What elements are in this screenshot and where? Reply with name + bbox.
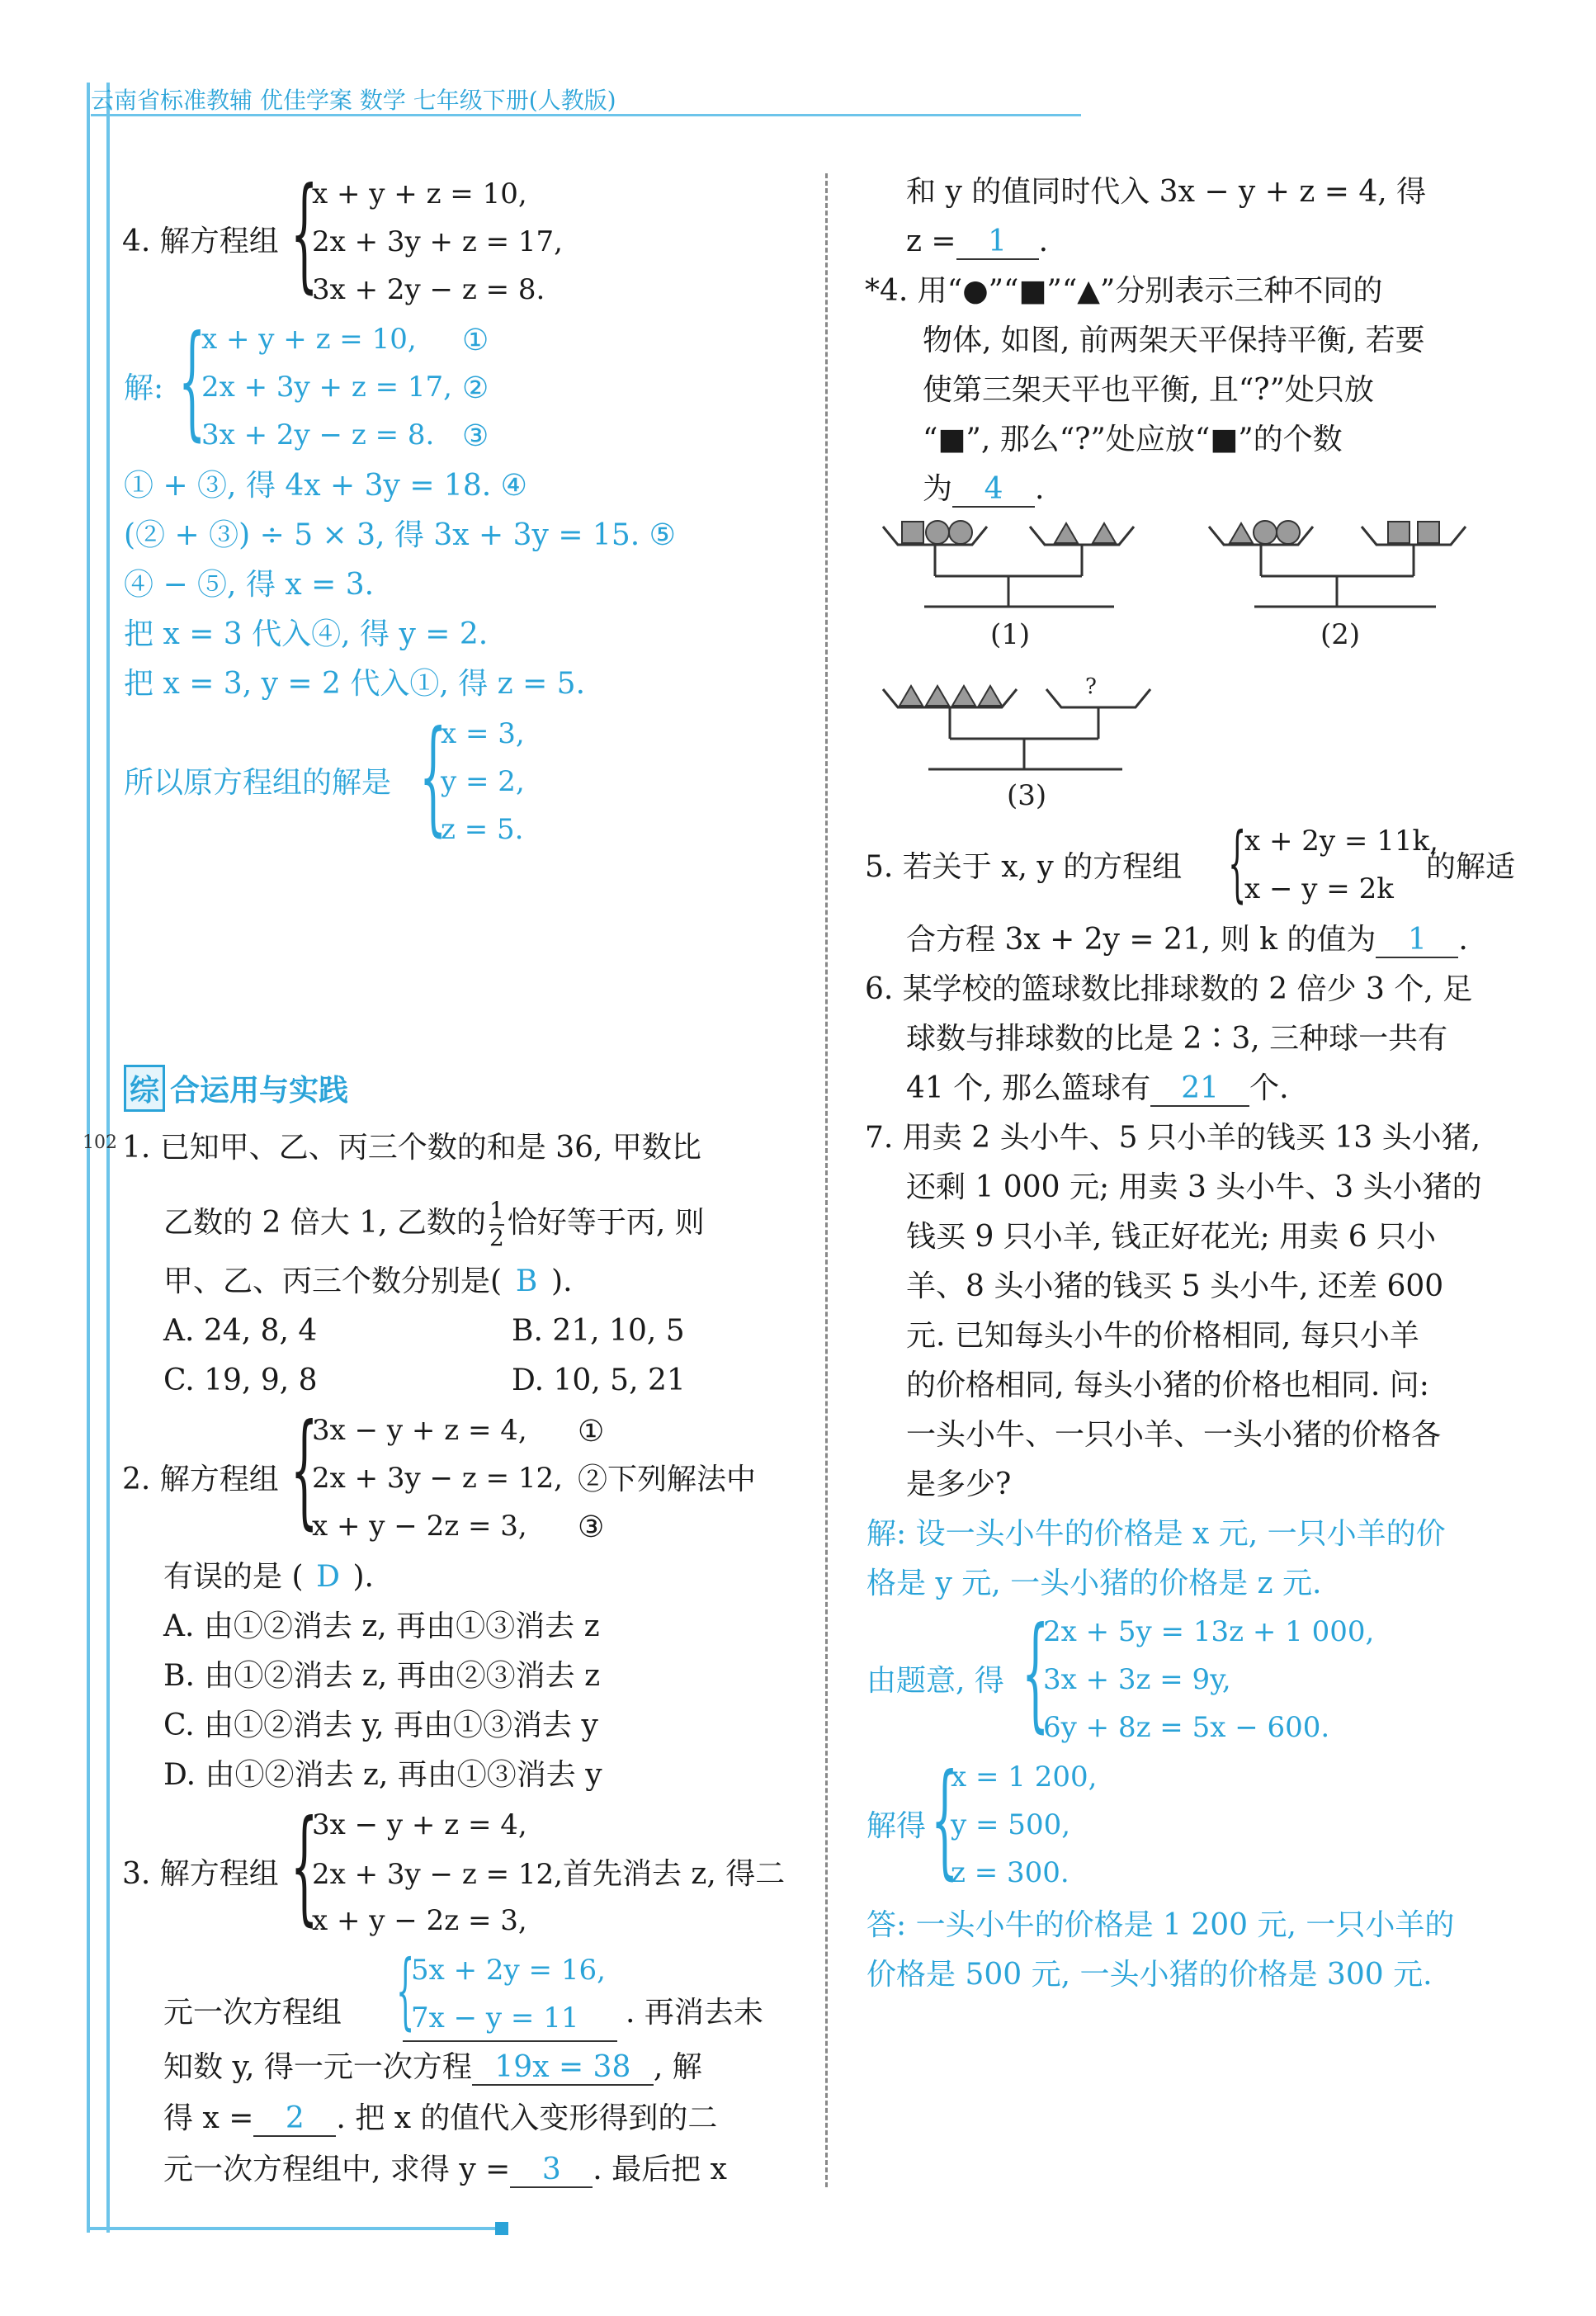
q1-line-3: 甲、乙、丙三个数分别是( B ). — [163, 1264, 573, 1298]
balance-figures — [875, 512, 1535, 825]
sol4-step-3: ④ − ⑤, 得 x = 3. — [124, 568, 375, 602]
sol4-mark-1: ① — [462, 324, 489, 357]
q1-option-b: B. 21, 10, 5 — [512, 1314, 685, 1348]
r-q4-line-3: 使第三架天平也平衡, 且“?”处只放 — [923, 373, 1374, 407]
sol4-mark-3: ③ — [462, 419, 489, 453]
section-title — [124, 1065, 348, 1112]
q7-answer-2: 价格是 500 元, 一头小猪的价格是 300 元. — [866, 1958, 1433, 1992]
q3-eq-1: 3x − y + z = 4, — [312, 1808, 527, 1841]
q7-line-3: 钱买 9 只小羊, 钱正好花光; 用卖 6 只小 — [906, 1220, 1437, 1254]
q7-line-4: 羊、8 头小猪的钱买 5 头小牛, 还差 600 — [906, 1269, 1444, 1303]
footer-square — [495, 2222, 508, 2235]
triangle-shape — [1055, 523, 1078, 543]
q2-mark-3: ③ — [578, 1510, 605, 1544]
q3-brace: { — [290, 1794, 319, 1938]
q3cont-line-2: z = 1 . — [906, 225, 1048, 260]
sol4-final-1: x = 3, — [441, 717, 525, 750]
q7-res-brace: { — [931, 1748, 959, 1892]
q3-sys-1: 5x + 2y = 16, — [411, 1954, 606, 1987]
q5-line-2: 合方程 3x + 2y = 21, 则 k 的值为 1 . — [906, 923, 1468, 958]
q2-eq-2: 2x + 3y − z = 12, — [312, 1462, 563, 1495]
q7-res-2: y = 500, — [951, 1808, 1071, 1841]
left-margin-bar — [87, 83, 110, 2233]
q3-sys-2: 7x − y = 11 — [411, 2002, 579, 2035]
q3-sys-underline — [403, 2040, 617, 2042]
q7-sys-brace: { — [1022, 1601, 1050, 1745]
q1-option-a: A. 24, 8, 4 — [163, 1314, 318, 1348]
q2-option-c: C. 由①②消去 y, 再由①③消去 y — [163, 1709, 598, 1742]
q1-line-2: 乙数的 2 倍大 1, 乙数的 $\frac{1}{2}$ 恰好等于丙, 则 — [163, 1197, 705, 1251]
triangle-shape — [1093, 523, 1116, 543]
q4-brace: { — [290, 162, 319, 305]
q6-line-1: 6. 某学校的篮球数比排球数的 2 倍少 3 个, 足 — [865, 972, 1473, 1006]
q7-sys-2: 3x + 3z = 9y, — [1043, 1663, 1231, 1696]
section-box: 综 — [124, 1065, 165, 1112]
q7-line-1: 7. 用卖 2 头小牛、5 只小羊的钱买 13 头小猪, — [865, 1121, 1481, 1155]
q7-line-5: 元. 已知每头小牛的价格相同, 每只小羊 — [906, 1319, 1419, 1353]
sol4-final-2: y = 2, — [441, 765, 525, 798]
circle-shape — [949, 521, 972, 544]
q3-line-5: 元一次方程组中, 求得 y = 3 . 最后把 x — [163, 2153, 727, 2188]
triangle-shape — [952, 686, 975, 706]
q7-sys-3: 6y + 8z = 5x − 600. — [1043, 1711, 1330, 1744]
q1-answer: B — [515, 1264, 538, 1298]
sol4-jie: 解: — [124, 371, 164, 405]
square-shape — [902, 522, 923, 543]
q4-eq-2: 2x + 3y + z = 17, — [312, 225, 563, 258]
q7-sol-1: 解: 设一头小牛的价格是 x 元, 一只小羊的价 — [866, 1517, 1446, 1551]
triangle-shape — [979, 686, 1002, 706]
q3-sys-brace: { — [396, 1942, 415, 2039]
q4-label: 4. 解方程组 — [122, 225, 279, 258]
triangle-shape — [900, 686, 923, 706]
q7-sys-label: 由题意, 得 — [866, 1664, 1004, 1698]
sol4-step-1: ① + ③, 得 4x + 3y = 18. ④ — [124, 469, 527, 503]
q7-line-2: 还剩 1 000 元; 用卖 3 头小牛、3 头小猪的 — [906, 1170, 1482, 1204]
q1-option-c: C. 19, 9, 8 — [163, 1364, 318, 1397]
q2-answer: D — [316, 1560, 340, 1594]
q7-line-8: 是多少? — [906, 1468, 1012, 1501]
q1-frac-num: 1 — [489, 1197, 504, 1224]
q5-answer: 1 — [1376, 923, 1458, 958]
q5-line-1b: 的解适 — [1426, 850, 1516, 884]
square-shape — [1388, 522, 1409, 543]
q3-eq-3: x + y − 2z = 3, — [312, 1904, 527, 1937]
q7-res-3: z = 300. — [951, 1856, 1070, 1889]
q2-option-b: B. 由①②消去 z, 再由②③消去 z — [163, 1659, 601, 1693]
r-q4-line-4: “■”, 那么“?”处应放“■”的个数 — [923, 423, 1343, 456]
sol4-step-4: 把 x = 3 代入④, 得 y = 2. — [124, 617, 489, 651]
q3-answer-z: 1 — [956, 225, 1039, 260]
q2-eq-1: 3x − y + z = 4, — [312, 1414, 527, 1447]
sol4-brace: { — [178, 310, 206, 453]
q2-option-d: D. 由①②消去 z, 再由①③消去 y — [163, 1758, 602, 1792]
q1-line-1: 1. 已知甲、乙、丙三个数的和是 36, 甲数比 — [122, 1131, 701, 1165]
r-q4-line-5: 为 4 . — [923, 472, 1044, 508]
page-number: 102 — [83, 1132, 117, 1153]
sol4-step-2: (② + ③) ÷ 5 × 3, 得 3x + 3y = 15. ⑤ — [124, 518, 676, 552]
q2-line-2: 有误的是 ( D ). — [163, 1560, 374, 1594]
q5-sys-2: x − y = 2k — [1244, 872, 1394, 905]
q3-label: 3. 解方程组 — [122, 1857, 279, 1891]
sol4-eq-3: 3x + 2y − z = 8. — [201, 418, 435, 451]
q7-sys-1: 2x + 5y = 13z + 1 000, — [1043, 1615, 1375, 1648]
square-shape — [1418, 522, 1439, 543]
page-header: 云南省标准教辅 优佳学案 数学 七年级下册(人教版) — [91, 87, 616, 114]
q1-frac-den: 2 — [489, 1223, 504, 1251]
q7-res-label: 解得 — [866, 1809, 927, 1843]
triangle-shape — [926, 686, 949, 706]
q5-line-1a: 5. 若关于 x, y 的方程组 — [865, 850, 1183, 884]
sol4-final-label: 所以原方程组的解是 — [124, 766, 392, 800]
q7-res-1: x = 1 200, — [951, 1761, 1098, 1794]
q7-line-7: 一头小牛、一只小羊、一头小猪的价格各 — [906, 1418, 1442, 1452]
q7-sol-2: 格是 y 元, 一头小猪的价格是 z 元. — [866, 1567, 1322, 1600]
q1-option-d: D. 10, 5, 21 — [512, 1364, 686, 1397]
section-title-text: 合运用与实践 — [170, 1074, 349, 1108]
fig-label-1: (1) — [990, 618, 1031, 651]
footer-rule — [87, 2227, 499, 2230]
sol4-final-3: z = 5. — [441, 813, 524, 846]
r-q4-line-1: *4. 用“●”“■”“▲”分别表示三种不同的 — [865, 274, 1383, 308]
q2-mark-2: ②下列解法中 — [578, 1463, 757, 1496]
circle-shape — [1277, 521, 1300, 544]
q3-answer-eq: 19x = 38 — [472, 2050, 654, 2086]
triangle-shape — [1230, 523, 1253, 543]
q2-eq-3: x + y − 2z = 3, — [312, 1510, 527, 1543]
q3-answer-y: 3 — [510, 2153, 593, 2188]
q3-after2: . 再消去未 — [626, 1996, 763, 2030]
header-rule — [91, 114, 1081, 116]
q3-eq-2: 2x + 3y − z = 12,首先消去 z, 得二 — [312, 1857, 786, 1891]
q2-brace: { — [290, 1398, 319, 1542]
sol4-eq-1: x + y + z = 10, — [201, 323, 417, 356]
q7-answer-1: 答: 一头小牛的价格是 1 200 元, 一只小羊的 — [866, 1908, 1455, 1942]
q3-line-4: 得 x = 2 . 把 x 的值代入变形得到的二 — [163, 2101, 717, 2137]
q4-eq-3: 3x + 2y − z = 8. — [312, 273, 545, 306]
q6-answer: 21 — [1150, 1071, 1249, 1107]
r-q4-answer: 4 — [952, 472, 1035, 508]
q3-after: 首先消去 z, 得二 — [562, 1857, 786, 1891]
fig-label-2: (2) — [1320, 618, 1361, 651]
q5-brace: { — [1228, 815, 1247, 911]
q3-answer-x: 2 — [253, 2101, 336, 2137]
question-mark: ? — [1085, 674, 1097, 699]
q4-eq-1: x + y + z = 10, — [312, 177, 527, 210]
q7-line-6: 的价格相同, 每头小猪的价格也相同. 问: — [906, 1368, 1429, 1402]
q3-sys-label: 元一次方程组 — [163, 1996, 342, 2030]
q6-line-2: 球数与排球数的比是 2∶3, 三种球一共有 — [906, 1022, 1448, 1056]
q3cont-line-1: 和 y 的值同时代入 3x − y + z = 4, 得 — [906, 175, 1427, 209]
circle-shape — [1254, 521, 1277, 544]
q2-label: 2. 解方程组 — [122, 1463, 279, 1496]
sol4-step-5: 把 x = 3, y = 2 代入①, 得 z = 5. — [124, 667, 586, 701]
sol4-final-brace: { — [419, 705, 447, 848]
column-divider — [825, 173, 828, 2187]
fig-label-3: (3) — [1007, 779, 1047, 812]
q5-sys-1: x + 2y = 11k, — [1244, 825, 1438, 858]
sol4-mark-2: ② — [462, 371, 489, 405]
q3-line-3: 知数 y, 得一元一次方程 19x = 38 , 解 — [163, 2050, 702, 2086]
q2-option-a: A. 由①②消去 z, 再由①③消去 z — [163, 1609, 600, 1643]
circle-shape — [926, 521, 949, 544]
q2-mark-1: ① — [578, 1415, 605, 1449]
q6-line-3: 41 个, 那么篮球有 21 个. — [906, 1071, 1289, 1107]
sol4-eq-2: 2x + 3y + z = 17, — [201, 371, 452, 404]
r-q4-line-2: 物体, 如图, 前两架天平保持平衡, 若要 — [923, 324, 1425, 357]
